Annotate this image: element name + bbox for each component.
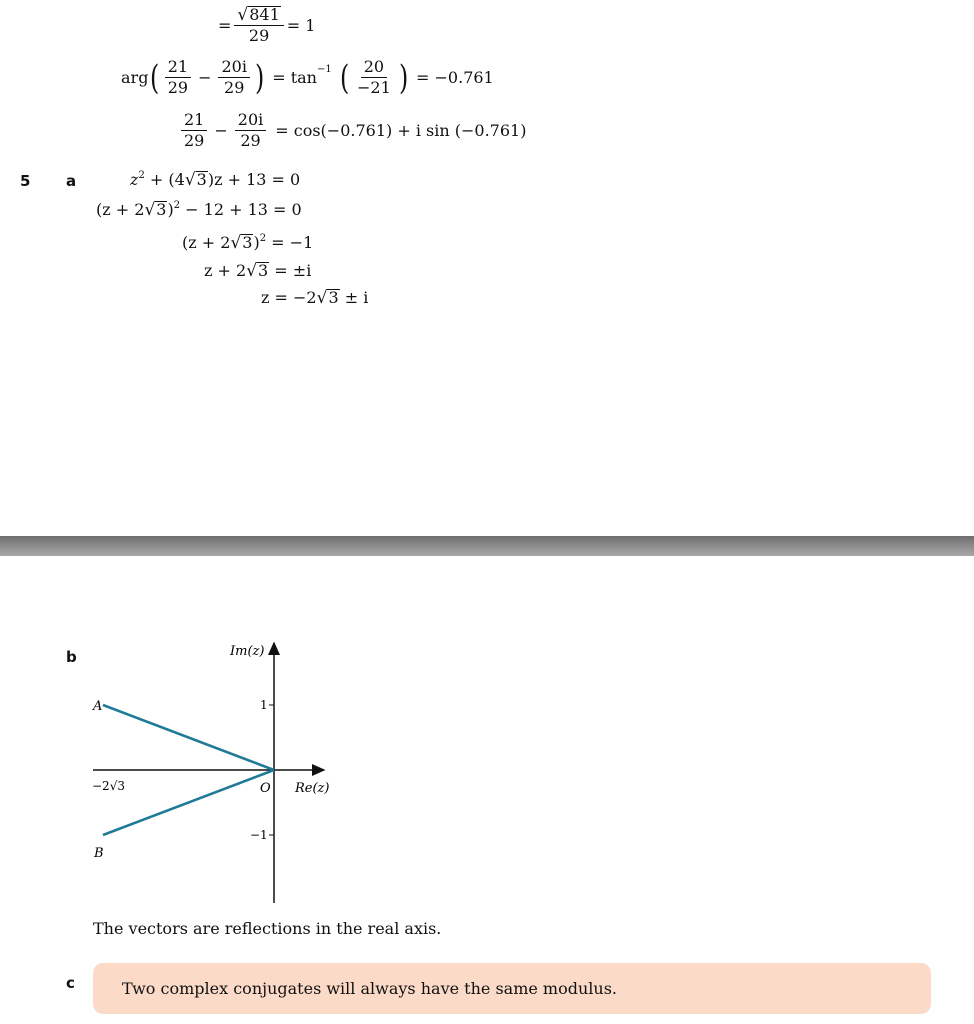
part-a-line-4: z + 2 √ 3 = ±i [204,260,312,281]
square-root: √ 841 [237,5,280,25]
vector-ob [103,770,274,835]
part-a-label: a [66,172,77,190]
tick-label-x: −2√3 [92,779,125,793]
modulus-fraction: √ 841 29 [234,6,283,45]
tick-label-pos: 1 [260,698,268,712]
point-a-label: A [93,699,103,714]
part-a-line-5: z = −2 √ 3 ± i [261,287,369,308]
part-b-label: b [66,648,77,666]
equals-sign: = [218,16,232,35]
imaginary-axis-label: Im(z) [230,644,265,659]
modulus-value: = 1 [286,16,316,35]
tick-label-neg: −1 [250,828,268,842]
part-c-statement: Two complex conjugates will always have the same modulus. [122,979,617,998]
part-a-line-1: z $^2$ + (4 √ 3 )z + 13 = 0 [130,169,301,190]
part-b-statement: The vectors are reflections in the real axis. [93,919,442,938]
polar-form-line: $\frac{21}{29}$ − $\frac{20i}{29}$ = cos(−0.761) + i sin (−0.761) [178,111,526,150]
point-b-label: B [94,846,104,861]
page-divider [0,536,974,556]
origin-label: O [260,781,271,796]
part-c-label: c [66,974,75,992]
vector-oa [103,705,274,770]
part-a-line-3: (z + 2 √ 3 ) $^2$ = −1 [182,232,314,253]
argand-diagram [80,635,340,905]
part-a-line-2: (z + 2 √ 3 ) $^2$ − 12 + 13 = 0 [96,199,302,220]
argument-line: arg ( $\frac{21}{29}$ − $\frac{20i}{29}$ ) = tan $^{-1}$ ( $\frac{20}{-21}$ ) = −0.761 [121,57,494,98]
part-c-answer-box [93,963,931,1014]
real-axis-label: Re(z) [295,781,330,796]
question-number: 5 [20,172,31,190]
argument-value: = −0.761 [416,68,494,87]
modulus-result-line [218,6,315,45]
